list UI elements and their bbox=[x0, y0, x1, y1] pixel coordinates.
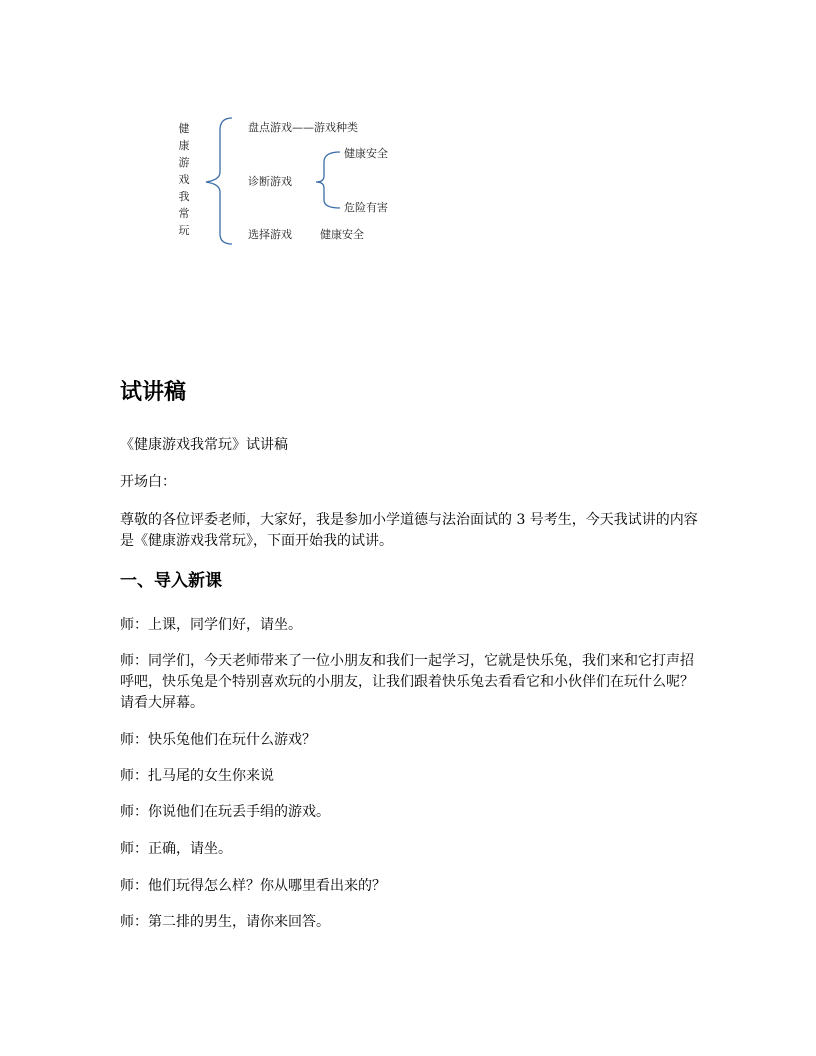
title-char: 康 bbox=[178, 139, 190, 152]
branch-dangerous-harmful: 危险有害 bbox=[344, 201, 388, 214]
title-char: 我 bbox=[178, 190, 190, 203]
branch-count-games: 盘点游戏——游戏种类 bbox=[248, 121, 358, 134]
dialogue-line: 师：同学们，今天老师带来了一位小朋友和我们一起学习，它就是快乐兔，我们来和它打声招呼吧，快乐兔是个特别喜欢玩的小朋友，让我们跟着快乐兔去看看它和小伙伴们在玩什么呢？请看大屏幕。 bbox=[120, 653, 694, 711]
page-title: 试讲稿 bbox=[120, 380, 187, 405]
title-char: 健 bbox=[178, 122, 190, 135]
opening-text: 尊敬的各位评委老师，大家好，我是参加小学道德与法治面试的 3 号考生，今天我试讲的内容是《健康游戏我常玩》，下面开始我的试讲。 bbox=[120, 512, 698, 549]
dialogue-line: 师：扎马尾的女生你来说 bbox=[120, 768, 274, 784]
main-brace bbox=[206, 118, 232, 244]
title-char: 戏 bbox=[178, 173, 190, 186]
section-title: 一、导入新课 bbox=[120, 571, 222, 591]
branch-choose-games: 选择游戏 bbox=[248, 228, 292, 241]
dialogue-line: 师：上课，同学们好，请坐。 bbox=[120, 617, 302, 633]
branch-diagnose-games: 诊断游戏 bbox=[248, 175, 292, 188]
branch-choose-healthy-safe: 健康安全 bbox=[320, 228, 364, 241]
dialogue-line: 师：快乐兔他们在玩什么游戏？ bbox=[120, 732, 316, 748]
title-char: 常 bbox=[178, 207, 190, 220]
opening-label: 开场白： bbox=[120, 474, 176, 490]
dialogue-line: 师：你说他们在玩丢手绢的游戏。 bbox=[120, 804, 330, 820]
diagram-vertical-title bbox=[177, 120, 191, 239]
title-char: 游 bbox=[178, 156, 190, 169]
mind-map-diagram bbox=[170, 110, 410, 250]
dialogue-line: 师：他们玩得怎么样？你从哪里看出来的？ bbox=[120, 878, 386, 894]
dialogue-line: 师：第二排的男生，请你来回答。 bbox=[120, 914, 330, 930]
dialogue-line: 师：正确，请坐。 bbox=[120, 841, 232, 857]
sub-brace bbox=[316, 152, 340, 208]
branch-healthy-safe: 健康安全 bbox=[344, 147, 388, 160]
title-char: 玩 bbox=[178, 224, 190, 237]
document-subtitle: 《健康游戏我常玩》试讲稿 bbox=[120, 437, 288, 453]
